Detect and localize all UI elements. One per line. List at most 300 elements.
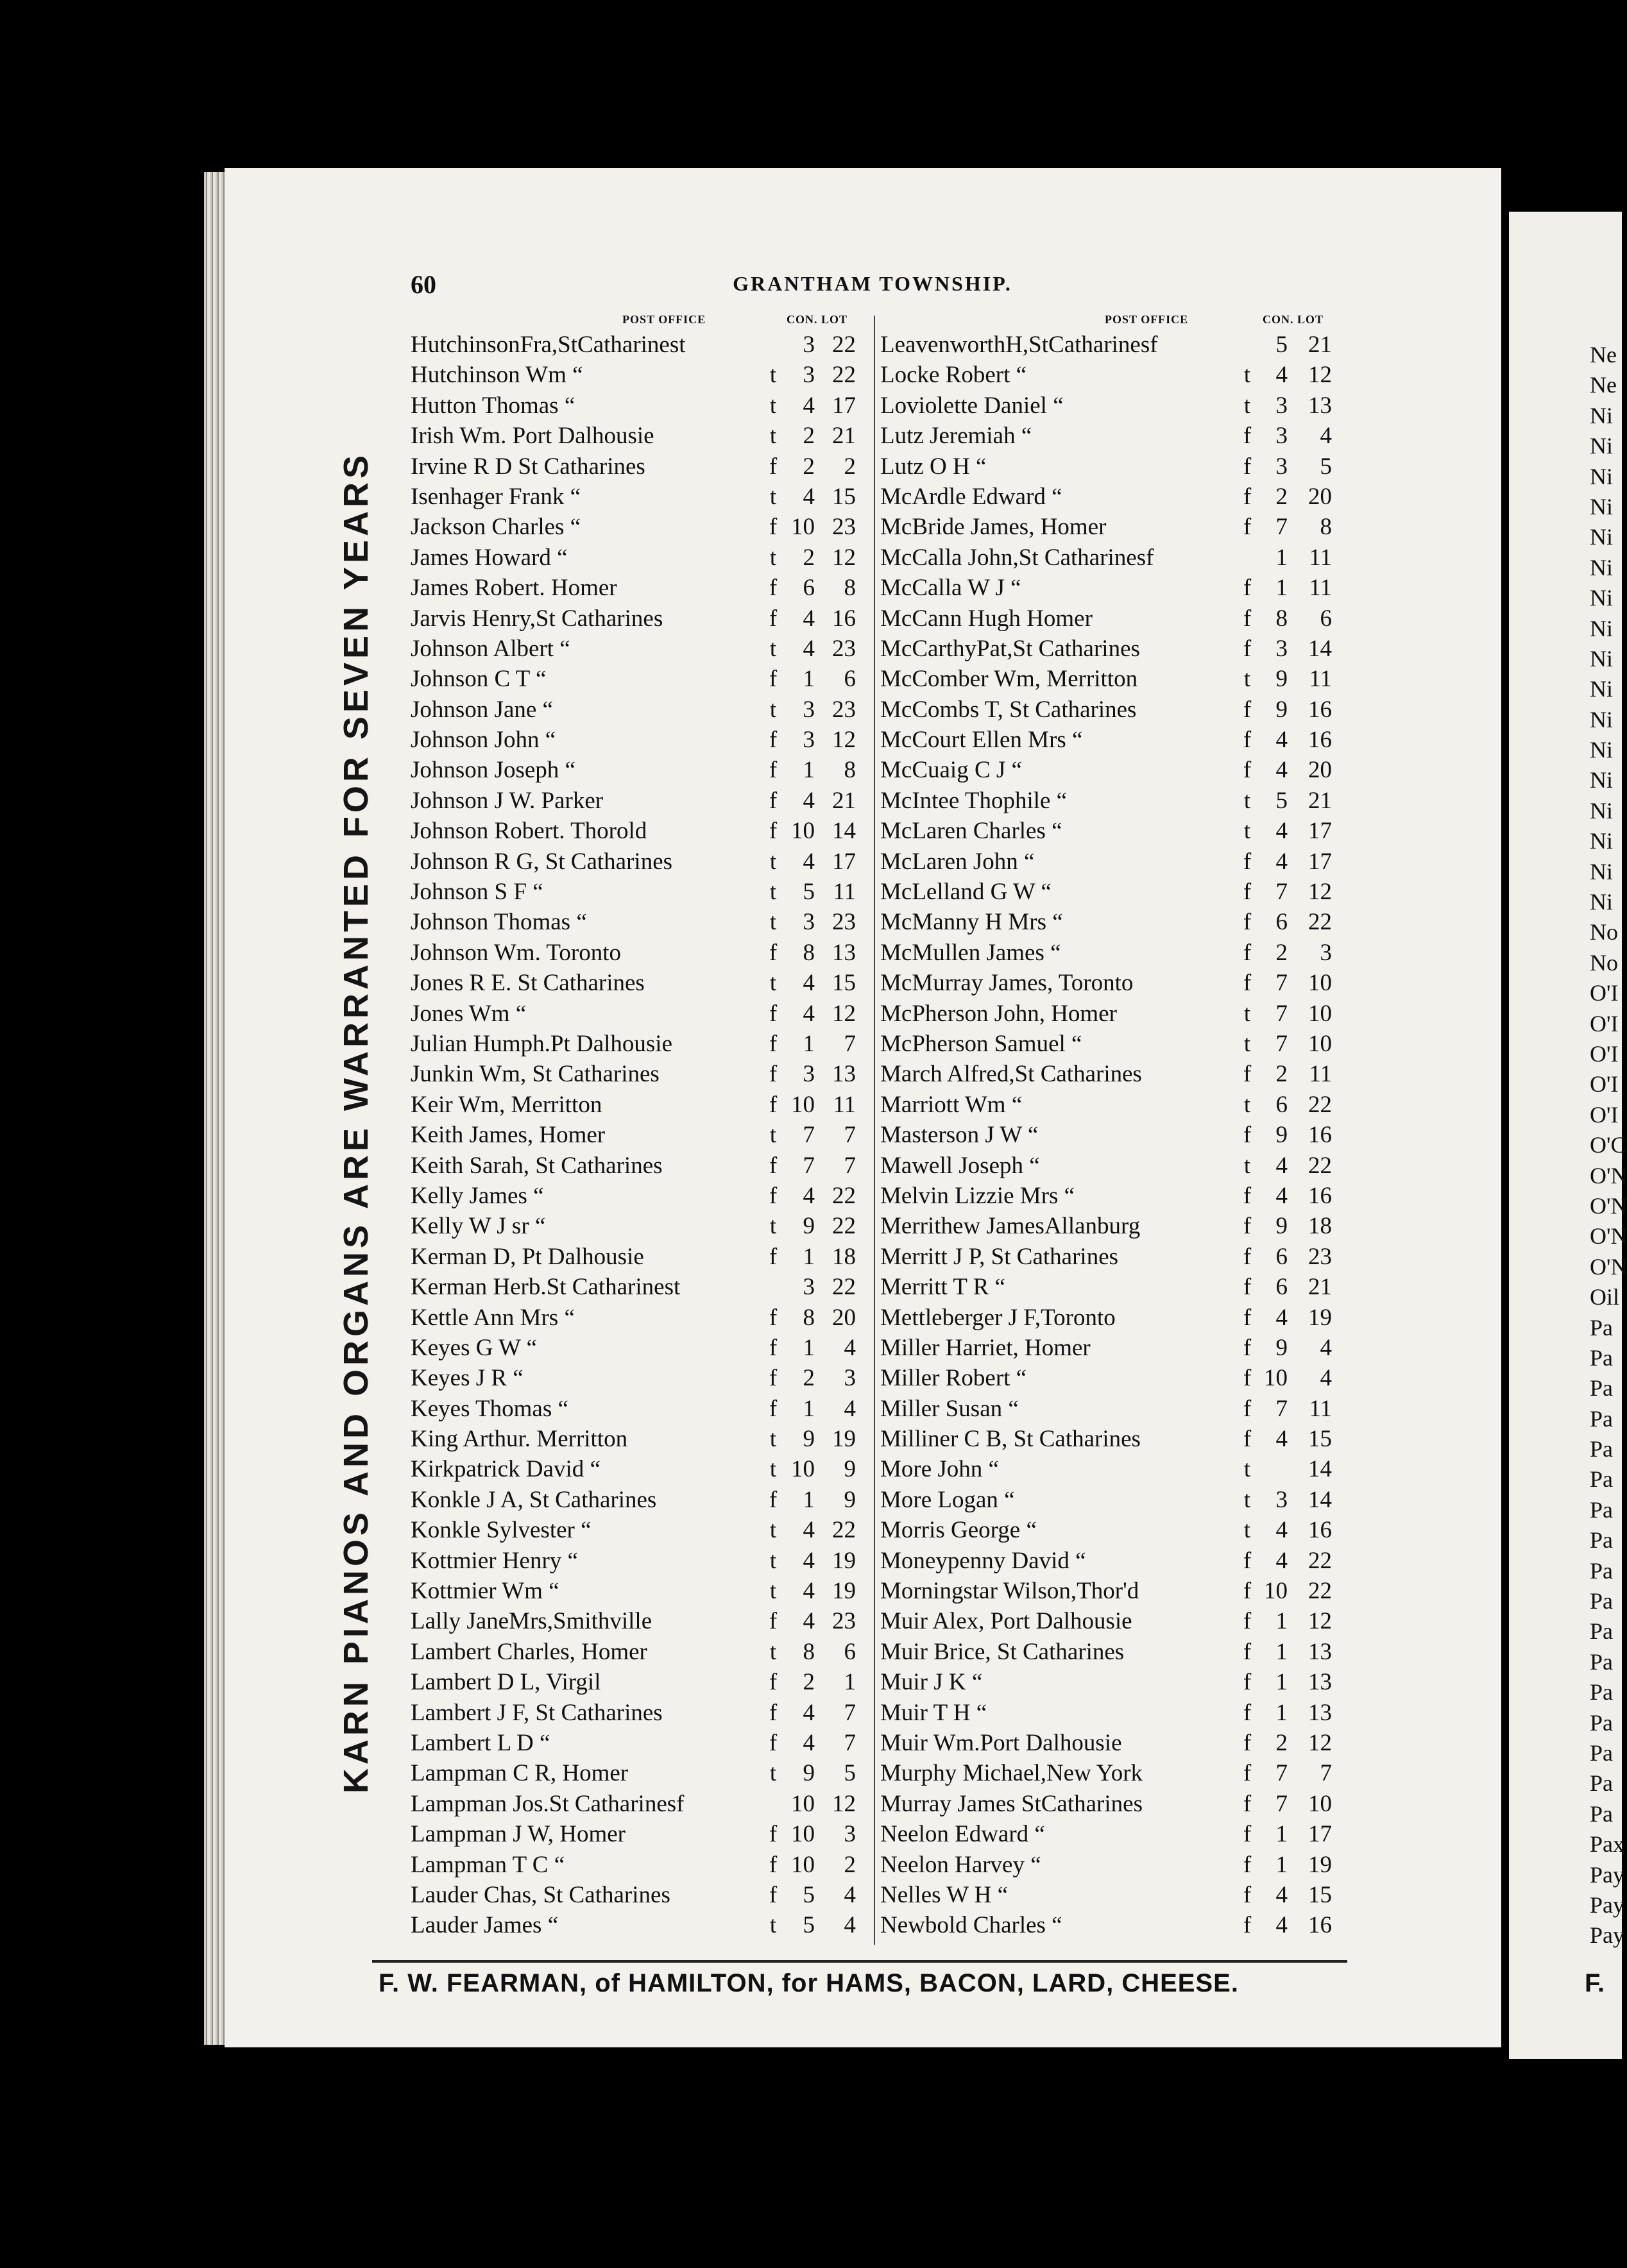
directory-entry xyxy=(411,634,873,664)
entry-concession: 4 xyxy=(1275,1426,1288,1453)
entry-lot: 17 xyxy=(1308,848,1332,875)
entry-concession: 2 xyxy=(1275,939,1288,966)
entry-lot: 19 xyxy=(1308,1851,1332,1878)
entry-name: James Robert. Homer xyxy=(411,575,617,602)
entry-lot: 3 xyxy=(844,1365,856,1392)
entry-concession: 9 xyxy=(1275,696,1288,723)
directory-entry xyxy=(880,1272,1342,1302)
entry-tenure: t xyxy=(769,1760,777,1787)
entry-lot: 7 xyxy=(1320,1760,1332,1787)
entry-tenure: f xyxy=(1243,1182,1252,1209)
directory-entry xyxy=(880,847,1342,877)
entry-concession: 9 xyxy=(803,1760,815,1787)
right-column xyxy=(880,313,1342,1941)
entry-lot: 2 xyxy=(844,453,856,480)
footer-rule xyxy=(372,1960,1347,1963)
entry-tenure: f xyxy=(1243,1699,1252,1726)
entry-lot: 1 xyxy=(844,1669,856,1696)
facing-page-fragment: Pa xyxy=(1590,1588,1613,1614)
entry-tenure: f xyxy=(1243,514,1252,541)
entry-name: McCourt Ellen Mrs “ xyxy=(880,727,1083,754)
entry-concession: 4 xyxy=(803,848,815,875)
directory-entry xyxy=(411,968,873,998)
entry-name: Morningstar Wilson,Thor'd xyxy=(880,1578,1139,1605)
directory-entry xyxy=(880,968,1342,998)
entry-concession: 10 xyxy=(791,1790,815,1817)
entry-tenure: f xyxy=(1243,1213,1252,1240)
entry-name: Johnson Robert. Thorold xyxy=(411,818,647,845)
entry-name: McMurray James, Toronto xyxy=(880,970,1134,997)
directory-entry xyxy=(880,1728,1342,1758)
entry-concession: 3 xyxy=(1275,392,1288,419)
directory-entry xyxy=(411,1819,873,1849)
directory-entry xyxy=(411,1211,873,1241)
entry-tenure: t xyxy=(1243,1517,1251,1544)
entry-tenure: f xyxy=(1243,1578,1252,1605)
directory-entry xyxy=(880,452,1342,482)
directory-entry xyxy=(880,755,1342,785)
entry-concession: 8 xyxy=(803,1304,815,1331)
entry-tenure: t xyxy=(1243,1091,1251,1118)
entry-name: Locke Robert “ xyxy=(880,362,1027,389)
entry-concession: 4 xyxy=(803,635,815,662)
entry-lot: 12 xyxy=(832,1000,856,1027)
entry-lot: 5 xyxy=(1320,453,1332,480)
directory-entry xyxy=(880,786,1342,816)
entry-tenure: t xyxy=(769,1213,777,1240)
entry-tenure: t xyxy=(1243,1152,1251,1179)
entry-name: Keyes J R “ xyxy=(411,1365,524,1392)
entry-tenure: t xyxy=(769,1547,777,1574)
directory-entry xyxy=(880,330,1342,360)
entry-concession: 3 xyxy=(1275,635,1288,662)
entry-name: James Howard “ xyxy=(411,544,568,571)
entry-name: Isenhager Frank “ xyxy=(411,483,581,510)
entry-lot: 22 xyxy=(1308,1578,1332,1605)
entry-tenure: f xyxy=(769,939,778,966)
directory-entry xyxy=(411,1485,873,1515)
entry-concession: 4 xyxy=(803,605,815,632)
entry-lot: 4 xyxy=(1320,1365,1332,1392)
entry-concession: 4 xyxy=(1275,818,1288,845)
entry-concession: 4 xyxy=(1275,1152,1288,1179)
entry-name: McLaren Charles “ xyxy=(880,818,1062,845)
entry-lot: 16 xyxy=(1308,1122,1332,1149)
entry-lot: 3 xyxy=(1320,939,1332,966)
directory-entry xyxy=(880,1059,1342,1089)
directory-entry xyxy=(411,1728,873,1758)
entry-lot: 18 xyxy=(1308,1213,1332,1240)
directory-entry xyxy=(411,1303,873,1333)
entry-lot: 23 xyxy=(832,696,856,723)
entry-name: Jones Wm “ xyxy=(411,1000,527,1027)
entry-tenure: t xyxy=(769,544,777,571)
directory-entry xyxy=(411,1394,873,1424)
entry-name: McCuaig C J “ xyxy=(880,757,1022,784)
directory-entry xyxy=(411,452,873,482)
entry-concession: 3 xyxy=(803,362,815,389)
entry-name: Hutton Thomas “ xyxy=(411,392,575,419)
directory-entry xyxy=(411,421,873,451)
entry-lot: 8 xyxy=(844,575,856,602)
entry-concession: 4 xyxy=(1275,757,1288,784)
entry-tenure: f xyxy=(1243,635,1252,662)
entry-tenure: f xyxy=(1243,575,1252,602)
facing-page-fragment: Oil xyxy=(1590,1284,1620,1310)
entry-tenure: f xyxy=(1243,423,1252,450)
directory-entry xyxy=(880,1120,1342,1150)
entry-lot: 11 xyxy=(833,1091,856,1118)
entry-concession: 1 xyxy=(803,757,815,784)
directory-entry xyxy=(880,543,1342,573)
entry-concession: 2 xyxy=(803,453,815,480)
directory-entry xyxy=(880,1303,1342,1333)
entry-lot: 4 xyxy=(1320,423,1332,450)
directory-entry xyxy=(411,1181,873,1211)
entry-lot: 22 xyxy=(832,1517,856,1544)
entry-tenure: f xyxy=(1243,1821,1252,1848)
facing-page-fragment: Ni xyxy=(1590,645,1613,672)
entry-concession: 2 xyxy=(803,1365,815,1392)
entry-name: Lambert J F, St Catharines xyxy=(411,1699,663,1726)
entry-tenure: f xyxy=(1243,1790,1252,1817)
directory-entry xyxy=(411,1546,873,1576)
entry-name: Konkle J A, St Catharines xyxy=(411,1486,657,1513)
directory-entry xyxy=(880,907,1342,937)
entry-concession: 10 xyxy=(791,1456,815,1483)
entry-name: Keyes Thomas “ xyxy=(411,1395,568,1422)
entry-lot: 12 xyxy=(1308,879,1332,906)
directory-entry xyxy=(880,664,1342,694)
entry-name: Merrithew JamesAllanburg xyxy=(880,1213,1141,1240)
entry-name: Lutz Jeremiah “ xyxy=(880,423,1032,450)
entry-name: Julian Humph.Pt Dalhousie xyxy=(411,1030,673,1057)
facing-page-fragment: Pa xyxy=(1590,1618,1613,1645)
directory-entry xyxy=(411,1850,873,1880)
entry-name: Lauder Chas, St Catharines xyxy=(411,1881,670,1908)
entry-lot: 23 xyxy=(832,635,856,662)
entry-concession: 3 xyxy=(803,727,815,754)
entry-concession: 10 xyxy=(791,1821,815,1848)
entry-concession: 4 xyxy=(803,970,815,997)
entry-tenure: f xyxy=(1243,970,1252,997)
entry-name: King Arthur. Merritton xyxy=(411,1426,628,1453)
entry-lot: 23 xyxy=(832,514,856,541)
entry-name: Neelon Edward “ xyxy=(880,1821,1045,1848)
entry-tenure: f xyxy=(1243,1638,1252,1665)
side-advertisement-banner xyxy=(334,269,379,1976)
directory-entry xyxy=(880,634,1342,664)
facing-page-fragment: Ni xyxy=(1590,493,1613,520)
entry-concession: 4 xyxy=(1275,362,1288,389)
entry-lot: 22 xyxy=(832,1182,856,1209)
entry-lot: 16 xyxy=(1308,1517,1332,1544)
entry-concession: 4 xyxy=(1275,1304,1288,1331)
entry-lot: 17 xyxy=(1308,818,1332,845)
directory-entry xyxy=(880,938,1342,968)
directory-entry xyxy=(411,755,873,785)
directory-entry xyxy=(411,664,873,694)
entry-name: Milliner C B, St Catharines xyxy=(880,1426,1141,1453)
entry-tenure: f xyxy=(1243,1426,1252,1453)
entry-tenure: f xyxy=(769,1243,778,1270)
running-title: GRANTHAM TOWNSHIP. xyxy=(733,272,1012,295)
entry-concession: 9 xyxy=(803,1213,815,1240)
facing-page-fragment: Ni xyxy=(1590,433,1613,459)
entry-tenure: f xyxy=(1243,848,1252,875)
entry-concession: 7 xyxy=(1275,1000,1288,1027)
entry-tenure: f xyxy=(1243,1912,1252,1939)
directory-entry xyxy=(411,1151,873,1181)
directory-entry xyxy=(411,391,873,421)
entry-lot: 20 xyxy=(1308,483,1332,510)
entry-name: Lampman Jos.St Catharinesf xyxy=(411,1790,685,1817)
entry-concession: 10 xyxy=(1264,1578,1288,1605)
facing-page-fragment: Ni xyxy=(1590,858,1613,884)
entry-lot: 13 xyxy=(1308,1638,1332,1665)
entry-lot: 19 xyxy=(832,1426,856,1453)
entry-concession: 4 xyxy=(1275,1547,1288,1574)
entry-name: McManny H Mrs “ xyxy=(880,909,1063,936)
entry-tenure: f xyxy=(769,575,778,602)
entry-concession: 7 xyxy=(803,1152,815,1179)
entry-tenure: t xyxy=(769,1578,777,1605)
directory-entry xyxy=(880,421,1342,451)
entry-tenure: f xyxy=(1243,1334,1252,1361)
entry-name: Johnson Albert “ xyxy=(411,635,570,662)
entry-concession: 2 xyxy=(803,423,815,450)
facing-page-fragment: Ni xyxy=(1590,554,1613,580)
entry-tenure: f xyxy=(1243,1851,1252,1878)
entry-concession: 1 xyxy=(803,666,815,693)
entry-name: Johnson S F “ xyxy=(411,879,543,906)
entry-concession: 7 xyxy=(1275,1760,1288,1787)
entry-concession: 4 xyxy=(803,1547,815,1574)
entry-tenure: t xyxy=(769,1912,777,1939)
entry-name: Jarvis Henry,St Catharines xyxy=(411,605,663,632)
entry-name: Lambert L D “ xyxy=(411,1729,550,1756)
facing-page-fragment: Pa xyxy=(1590,1344,1613,1371)
entry-name: Nelles W H “ xyxy=(880,1881,1009,1908)
entry-tenure: f xyxy=(1243,605,1252,632)
entry-lot: 4 xyxy=(844,1395,856,1422)
entry-lot: 15 xyxy=(1308,1426,1332,1453)
entry-tenure: f xyxy=(769,818,778,845)
facing-page-fragment: O'I xyxy=(1590,1040,1619,1067)
directory-entry xyxy=(880,573,1342,603)
entry-name: Johnson R G, St Catharines xyxy=(411,848,673,875)
entry-lot: 16 xyxy=(1308,1182,1332,1209)
entry-concession: 7 xyxy=(1275,879,1288,906)
entry-tenure: t xyxy=(769,970,777,997)
entry-lot: 13 xyxy=(1308,1669,1332,1696)
entry-name: Irish Wm. Port Dalhousie xyxy=(411,423,654,450)
page-edges xyxy=(204,172,227,2045)
entry-name: Keir Wm, Merritton xyxy=(411,1091,602,1118)
entry-lot: 12 xyxy=(1308,1729,1332,1756)
entry-tenure: t xyxy=(1243,666,1251,693)
directory-entry xyxy=(880,999,1342,1029)
directory-entry xyxy=(880,360,1342,390)
entry-lot: 21 xyxy=(832,787,856,814)
entry-name: Johnson Thomas “ xyxy=(411,909,587,936)
entry-lot: 22 xyxy=(832,1274,856,1301)
entry-name: Lampman T C “ xyxy=(411,1851,565,1878)
column-divider xyxy=(874,316,875,1945)
entry-concession: 5 xyxy=(1275,787,1288,814)
entry-tenure: f xyxy=(769,1365,778,1392)
entry-tenure: t xyxy=(769,423,777,450)
entry-lot: 22 xyxy=(832,362,856,389)
facing-page-fragment: Pa xyxy=(1590,1800,1613,1827)
entry-concession: 10 xyxy=(791,818,815,845)
facing-page-fragment: O'N xyxy=(1590,1162,1627,1189)
directory-entry xyxy=(880,1211,1342,1241)
entry-lot: 12 xyxy=(832,544,856,571)
entry-tenure: t xyxy=(1243,1456,1251,1483)
entry-lot: 23 xyxy=(832,909,856,936)
entry-tenure: t xyxy=(769,696,777,723)
entry-concession: 4 xyxy=(803,1000,815,1027)
entry-tenure: t xyxy=(1243,818,1251,845)
entry-name: McCombs T, St Catharines xyxy=(880,696,1137,723)
entry-lot: 9 xyxy=(844,1456,856,1483)
entry-tenure: f xyxy=(769,1881,778,1908)
entry-name: Kottmier Henry “ xyxy=(411,1547,578,1574)
entry-name: Lampman J W, Homer xyxy=(411,1821,626,1848)
directory-entry xyxy=(880,1242,1342,1272)
entry-concession: 6 xyxy=(1275,1091,1288,1118)
directory-entry xyxy=(880,1454,1342,1484)
facing-page-fragment: Ni xyxy=(1590,767,1613,793)
entry-name: Jones R E. St Catharines xyxy=(411,970,645,997)
entry-concession: 7 xyxy=(1275,514,1288,541)
facing-page-fragment: O'I xyxy=(1590,1071,1619,1097)
directory-entry xyxy=(880,1819,1342,1849)
facing-page-fragment: O'I xyxy=(1590,1010,1619,1037)
facing-page-fragment: Pax xyxy=(1590,1831,1624,1858)
entry-name: Junkin Wm, St Catharines xyxy=(411,1061,660,1088)
entry-name: McCalla John,St Catharinesf xyxy=(880,544,1154,571)
entry-tenure: f xyxy=(1243,1304,1252,1331)
facing-page-footer: F. xyxy=(1585,1969,1605,1997)
entry-lot: 12 xyxy=(1308,362,1332,389)
entry-name: McIntee Thophile “ xyxy=(880,787,1068,814)
entry-tenure: f xyxy=(1243,1365,1252,1392)
entry-lot: 12 xyxy=(832,727,856,754)
facing-page-fragment: Pa xyxy=(1590,1679,1613,1705)
entry-name: Muir Wm.Port Dalhousie xyxy=(880,1729,1122,1756)
directory-entry xyxy=(880,1667,1342,1697)
entry-tenure: f xyxy=(1243,696,1252,723)
entry-tenure: f xyxy=(769,1152,778,1179)
entry-concession: 9 xyxy=(1275,1122,1288,1149)
entry-concession: 6 xyxy=(1275,909,1288,936)
directory-entry xyxy=(880,695,1342,725)
facing-page-fragment: Ni xyxy=(1590,524,1613,550)
entry-tenure: f xyxy=(1243,1122,1252,1149)
entry-concession: 7 xyxy=(1275,1030,1288,1057)
facing-page-fragment: Pa xyxy=(1590,1375,1613,1401)
entry-concession: 1 xyxy=(1275,1851,1288,1878)
entry-tenure: f xyxy=(769,1030,778,1057)
directory-entry xyxy=(411,573,873,603)
directory-entry xyxy=(880,1333,1342,1363)
entry-concession: 4 xyxy=(803,1517,815,1544)
entry-name: McMullen James “ xyxy=(880,939,1061,966)
entry-tenure: f xyxy=(769,1608,778,1635)
directory-entry xyxy=(411,512,873,542)
facing-page-fragment: O'N xyxy=(1590,1192,1627,1219)
facing-page-fragment: Pa xyxy=(1590,1496,1613,1523)
entry-name: Morris George “ xyxy=(880,1517,1037,1544)
directory-entry xyxy=(411,938,873,968)
entry-lot: 23 xyxy=(832,1608,856,1635)
facing-page-fragment: Pa xyxy=(1590,1739,1613,1766)
entry-concession: 2 xyxy=(1275,1729,1288,1756)
entry-concession: 5 xyxy=(1275,332,1288,358)
entry-name: Konkle Sylvester “ xyxy=(411,1517,592,1544)
entry-lot: 4 xyxy=(844,1334,856,1361)
entry-name: Miller Susan “ xyxy=(880,1395,1019,1422)
entry-tenure: f xyxy=(769,453,778,480)
entry-tenure: f xyxy=(1243,909,1252,936)
entry-lot: 5 xyxy=(844,1760,856,1787)
entry-concession: 2 xyxy=(803,544,815,571)
entry-concession: 3 xyxy=(803,1061,815,1088)
entry-name: More John “ xyxy=(880,1456,999,1483)
directory-entry xyxy=(411,695,873,725)
entry-tenure: f xyxy=(769,1091,778,1118)
entry-name: Kirkpatrick David “ xyxy=(411,1456,601,1483)
directory-entry xyxy=(411,725,873,755)
directory-entry xyxy=(411,360,873,390)
directory-entry xyxy=(411,1242,873,1272)
facing-page-fragment: Ni xyxy=(1590,828,1613,854)
facing-page-fragment: Pay xyxy=(1590,1861,1624,1888)
entry-concession: 5 xyxy=(803,1881,815,1908)
directory-entry xyxy=(880,1789,1342,1819)
facing-page-fragment: No xyxy=(1590,919,1618,945)
entry-concession: 7 xyxy=(1275,970,1288,997)
entry-concession: 4 xyxy=(1275,1912,1288,1939)
entry-concession: 4 xyxy=(803,392,815,419)
entry-tenure: f xyxy=(769,1729,778,1756)
entry-lot: 15 xyxy=(1308,1881,1332,1908)
entry-lot: 6 xyxy=(1320,605,1332,632)
entry-lot: 4 xyxy=(844,1912,856,1939)
entry-concession: 2 xyxy=(1275,483,1288,510)
entry-lot: 13 xyxy=(1308,1699,1332,1726)
entry-name: Johnson C T “ xyxy=(411,666,547,693)
entry-concession: 7 xyxy=(1275,1790,1288,1817)
directory-entry xyxy=(880,1515,1342,1545)
entry-lot: 14 xyxy=(1308,635,1332,662)
entry-lot: 13 xyxy=(1308,392,1332,419)
entry-name: Murphy Michael,New York xyxy=(880,1760,1143,1787)
entry-name: Kottmier Wm “ xyxy=(411,1578,559,1605)
facing-page-fragment: O'C xyxy=(1590,1132,1626,1158)
entry-lot: 7 xyxy=(844,1729,856,1756)
directory-entry xyxy=(411,330,873,360)
entry-name: Muir J K “ xyxy=(880,1669,983,1696)
directory-entry xyxy=(880,482,1342,512)
entry-concession: 5 xyxy=(803,1912,815,1939)
entry-name: Kelly W J sr “ xyxy=(411,1213,546,1240)
facing-page-fragment: Pa xyxy=(1590,1527,1613,1553)
entry-name: McPherson John, Homer xyxy=(880,1000,1117,1027)
entry-concession: 1 xyxy=(1275,575,1288,602)
